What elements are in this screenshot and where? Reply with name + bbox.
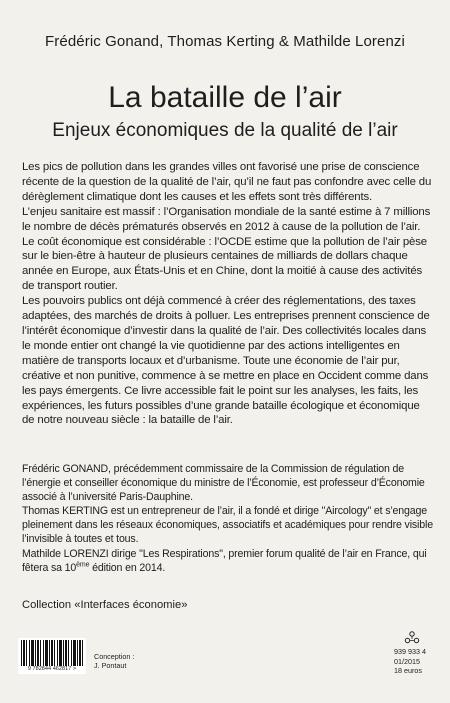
publication-date: 01/2015: [394, 656, 420, 666]
bio-lorenzi: [22, 547, 434, 575]
barcode-icon: [21, 640, 83, 666]
bio-gonand: Frédéric GONAND, précédemment commissaire de la Commission de régulation de l’énergie et conseiller économique du ministre de l’Économie, est professeur d’Économie associé à l’université Paris-Dauphine.: [22, 463, 425, 504]
blurb-paragraph: L’enjeu sanitaire est massif : l’Organisation mondiale de la santé estime à 7 millions le nombre de décès prématurés observés en 2012 à cause de la pollution de l’air.: [22, 205, 431, 233]
authors: Frédéric Gonand, Thomas Kerting & Mathilde Lorenzi: [45, 33, 405, 50]
barcode: [18, 638, 86, 674]
blurb-paragraph: Les pics de pollution dans les grandes villes ont favorisé une prise de conscience récente de la question de la qualité de l’air, qu’il ne faut pas confondre avec celle du dérèglement climatique dont les causes et les effets sont très différents.: [22, 161, 432, 203]
back-cover-blurb: [22, 160, 434, 428]
footer: [0, 626, 450, 686]
publication-info: [394, 647, 440, 676]
isbn-short: 939 933 4: [394, 647, 426, 656]
book-title: La bataille de l’air: [108, 81, 342, 114]
collection-name: Collection «Interfaces économie»: [22, 599, 188, 611]
barcode-number: 9 782844 462817 >: [27, 666, 77, 672]
publisher-logo-icon: [403, 631, 421, 645]
ordinal-suffix: ème: [76, 561, 90, 569]
price: 18 euros: [394, 666, 422, 676]
blurb-paragraph: Les pouvoirs publics ont déjà commencé à créer des réglementations, des taxes adaptées, des marchés de droits à polluer. Les entreprises prennent conscience de l’intérêt économique d’investir dans la qualité de l’air. Des collectivités locales dans le monde entier ont changé la vie quotidienne par des actions intelligentes en matière de transports locaux et d’urbanisme. Toute une économie de l’air pur, créative et non punitive, commence à se mettre en place en Occident comme dans les pays émergents. Ce livre accessible fait le point sur les analyses, les faits, les expériences, les futurs possibles d’une grande bataille écologique et économique de notre nouveau siècle : la bataille de l’air.: [22, 295, 430, 427]
blurb-paragraph: Le coût économique est considérable : l’OCDE estime que la pollution de l’air pèse sur le bien-être à hauteur de plusieurs centaines de milliards de dollars chaque année en Europe, aux États-Unis et en Chine, dont la moitié à cause des activités de transport routier.: [22, 235, 427, 293]
book-subtitle: Enjeux économiques de la qualité de l’air: [52, 120, 398, 141]
bio-kerting: Thomas KERTING est un entrepreneur de l’air, il a fondé et dirige "Aircology" et s’engage pleinement dans les réseaux économiques, associatifs et académiques pour rendre visible l’invisible à toutes et tous.: [22, 505, 433, 546]
author-bios: [22, 462, 434, 575]
conception-label: Conception :: [94, 652, 135, 661]
bio-lorenzi-text: Mathilde LORENZI dirige "Les Respirations", premier forum qualité de l’air en France, qui fêtera sa 10: [22, 547, 427, 574]
conception-name: J. Pontaut: [94, 661, 127, 670]
conception-credit: [94, 652, 134, 670]
bio-lorenzi-end: édition en 2014.: [89, 561, 166, 574]
